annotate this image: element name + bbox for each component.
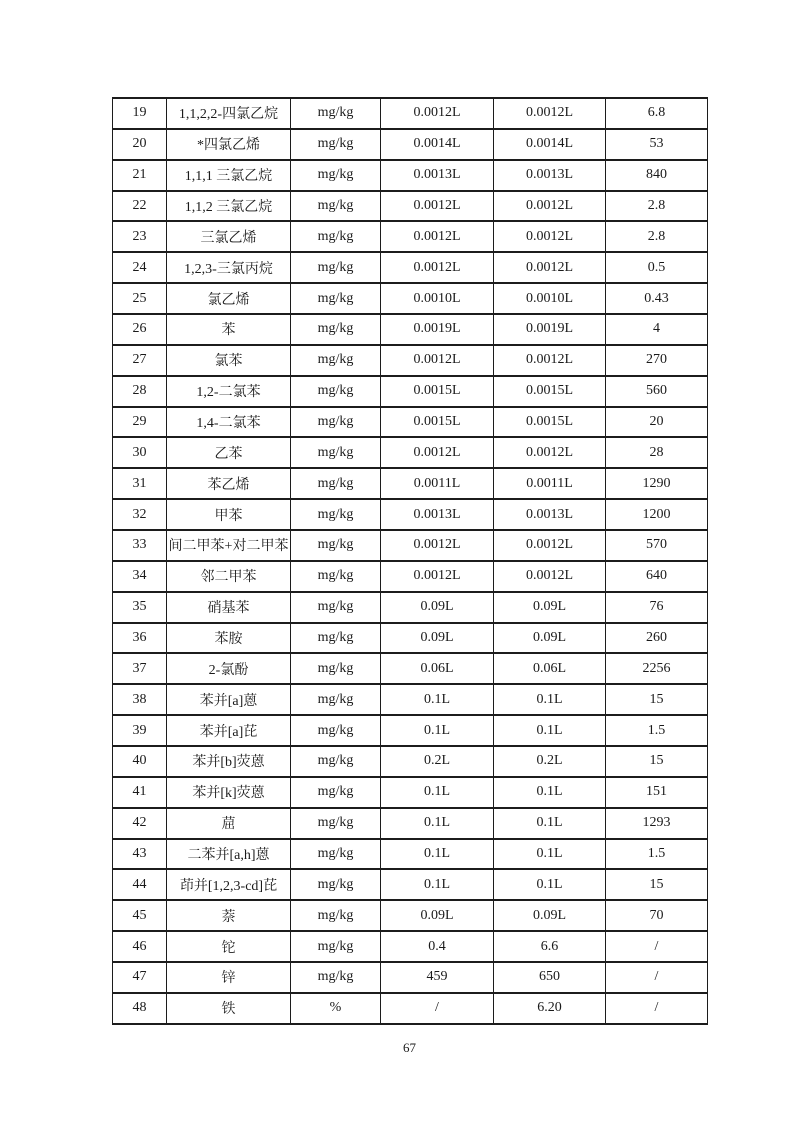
cell-result-1: 459 — [381, 962, 494, 993]
cell-unit: mg/kg — [291, 623, 381, 654]
cell-limit-value: / — [606, 962, 708, 993]
cell-result-1: 0.4 — [381, 931, 494, 962]
cell-row-number: 45 — [113, 900, 167, 931]
table-row — [113, 191, 708, 222]
cell-analyte-name: 1,2,3-三氯丙烷 — [167, 252, 291, 283]
cell-analyte-name: 萘 — [167, 900, 291, 931]
cell-unit: mg/kg — [291, 746, 381, 777]
cell-analyte-name: 苯并[a]芘 — [167, 715, 291, 746]
cell-row-number: 38 — [113, 684, 167, 715]
cell-result-1: 0.2L — [381, 746, 494, 777]
cell-result-2: 6.20 — [494, 993, 606, 1024]
cell-result-1: 0.0012L — [381, 437, 494, 468]
cell-analyte-name: 三氯乙烯 — [167, 221, 291, 252]
cell-result-1: 0.09L — [381, 900, 494, 931]
cell-row-number: 35 — [113, 592, 167, 623]
cell-row-number: 25 — [113, 283, 167, 314]
cell-row-number: 19 — [113, 98, 167, 129]
cell-row-number: 47 — [113, 962, 167, 993]
cell-row-number: 26 — [113, 314, 167, 345]
cell-result-2: 0.09L — [494, 900, 606, 931]
cell-row-number: 21 — [113, 160, 167, 191]
cell-unit: mg/kg — [291, 931, 381, 962]
cell-result-2: 0.0010L — [494, 283, 606, 314]
cell-unit: mg/kg — [291, 468, 381, 499]
cell-unit: % — [291, 993, 381, 1024]
cell-limit-value: 640 — [606, 561, 708, 592]
cell-result-2: 0.0012L — [494, 345, 606, 376]
cell-row-number: 44 — [113, 869, 167, 900]
cell-analyte-name: 茚并[1,2,3-cd]芘 — [167, 869, 291, 900]
cell-unit: mg/kg — [291, 407, 381, 438]
cell-result-1: 0.0012L — [381, 191, 494, 222]
results-table — [112, 97, 708, 1025]
cell-row-number: 42 — [113, 808, 167, 839]
cell-analyte-name: 苯并[k]荧蒽 — [167, 777, 291, 808]
cell-limit-value: 560 — [606, 376, 708, 407]
cell-analyte-name: 1,4-二氯苯 — [167, 407, 291, 438]
cell-result-2: 0.0012L — [494, 437, 606, 468]
cell-analyte-name: 硝基苯 — [167, 592, 291, 623]
cell-limit-value: / — [606, 931, 708, 962]
cell-analyte-name: 锌 — [167, 962, 291, 993]
cell-row-number: 20 — [113, 129, 167, 160]
cell-result-2: 0.0012L — [494, 530, 606, 561]
cell-unit: mg/kg — [291, 129, 381, 160]
cell-result-1: 0.0013L — [381, 499, 494, 530]
cell-unit: mg/kg — [291, 499, 381, 530]
cell-limit-value: 1293 — [606, 808, 708, 839]
cell-limit-value: 70 — [606, 900, 708, 931]
cell-result-1: 0.0012L — [381, 98, 494, 129]
table-row — [113, 931, 708, 962]
cell-limit-value: 15 — [606, 746, 708, 777]
cell-unit: mg/kg — [291, 839, 381, 870]
cell-analyte-name: 苯 — [167, 314, 291, 345]
cell-limit-value: 270 — [606, 345, 708, 376]
cell-limit-value: 151 — [606, 777, 708, 808]
cell-analyte-name: 铊 — [167, 931, 291, 962]
cell-unit: mg/kg — [291, 191, 381, 222]
table-row — [113, 314, 708, 345]
cell-analyte-name: 铁 — [167, 993, 291, 1024]
cell-result-2: 0.0019L — [494, 314, 606, 345]
table-row — [113, 530, 708, 561]
cell-unit: mg/kg — [291, 221, 381, 252]
cell-result-1: / — [381, 993, 494, 1024]
cell-unit: mg/kg — [291, 314, 381, 345]
cell-result-1: 0.0010L — [381, 283, 494, 314]
cell-row-number: 39 — [113, 715, 167, 746]
cell-unit: mg/kg — [291, 376, 381, 407]
cell-unit: mg/kg — [291, 252, 381, 283]
table-row — [113, 407, 708, 438]
cell-limit-value: 53 — [606, 129, 708, 160]
cell-row-number: 31 — [113, 468, 167, 499]
cell-limit-value: 1.5 — [606, 715, 708, 746]
cell-row-number: 22 — [113, 191, 167, 222]
cell-analyte-name: 1,1,1 三氯乙烷 — [167, 160, 291, 191]
cell-result-1: 0.0012L — [381, 561, 494, 592]
cell-limit-value: 0.43 — [606, 283, 708, 314]
cell-analyte-name: 乙苯 — [167, 437, 291, 468]
cell-row-number: 40 — [113, 746, 167, 777]
cell-limit-value: 570 — [606, 530, 708, 561]
cell-row-number: 36 — [113, 623, 167, 654]
cell-result-2: 0.09L — [494, 592, 606, 623]
cell-row-number: 24 — [113, 252, 167, 283]
cell-result-1: 0.0013L — [381, 160, 494, 191]
cell-limit-value: 20 — [606, 407, 708, 438]
cell-result-1: 0.0015L — [381, 376, 494, 407]
table-row — [113, 221, 708, 252]
cell-result-2: 0.09L — [494, 623, 606, 654]
cell-result-2: 0.1L — [494, 777, 606, 808]
cell-result-2: 0.0015L — [494, 407, 606, 438]
cell-result-1: 0.0014L — [381, 129, 494, 160]
cell-limit-value: 2256 — [606, 653, 708, 684]
cell-result-1: 0.0015L — [381, 407, 494, 438]
cell-limit-value: 840 — [606, 160, 708, 191]
cell-analyte-name: 间二甲苯+对二甲苯 — [167, 530, 291, 561]
cell-row-number: 37 — [113, 653, 167, 684]
cell-analyte-name: 1,1,2 三氯乙烷 — [167, 191, 291, 222]
cell-result-1: 0.1L — [381, 869, 494, 900]
table-row — [113, 623, 708, 654]
cell-unit: mg/kg — [291, 715, 381, 746]
cell-row-number: 27 — [113, 345, 167, 376]
cell-result-2: 0.0011L — [494, 468, 606, 499]
cell-row-number: 33 — [113, 530, 167, 561]
cell-result-2: 0.1L — [494, 869, 606, 900]
cell-result-2: 0.06L — [494, 653, 606, 684]
cell-result-1: 0.1L — [381, 808, 494, 839]
cell-row-number: 41 — [113, 777, 167, 808]
cell-result-2: 0.0012L — [494, 221, 606, 252]
table-row — [113, 777, 708, 808]
cell-unit: mg/kg — [291, 900, 381, 931]
cell-analyte-name: 苯乙烯 — [167, 468, 291, 499]
cell-analyte-name: 苯胺 — [167, 623, 291, 654]
cell-unit: mg/kg — [291, 98, 381, 129]
cell-row-number: 34 — [113, 561, 167, 592]
cell-analyte-name: 氯苯 — [167, 345, 291, 376]
table-row — [113, 715, 708, 746]
cell-unit: mg/kg — [291, 283, 381, 314]
cell-row-number: 43 — [113, 839, 167, 870]
cell-row-number: 28 — [113, 376, 167, 407]
cell-analyte-name: *四氯乙烯 — [167, 129, 291, 160]
table-row — [113, 252, 708, 283]
cell-row-number: 48 — [113, 993, 167, 1024]
cell-unit: mg/kg — [291, 345, 381, 376]
cell-result-2: 0.1L — [494, 808, 606, 839]
table-row — [113, 900, 708, 931]
cell-unit: mg/kg — [291, 530, 381, 561]
cell-result-2: 0.2L — [494, 746, 606, 777]
results-table-body — [113, 98, 708, 1024]
table-row — [113, 869, 708, 900]
cell-result-2: 0.1L — [494, 715, 606, 746]
cell-limit-value: 2.8 — [606, 191, 708, 222]
cell-row-number: 29 — [113, 407, 167, 438]
cell-limit-value: 1290 — [606, 468, 708, 499]
cell-result-2: 0.0012L — [494, 561, 606, 592]
table-row — [113, 684, 708, 715]
cell-result-2: 0.1L — [494, 684, 606, 715]
cell-unit: mg/kg — [291, 684, 381, 715]
cell-result-2: 0.0015L — [494, 376, 606, 407]
table-row — [113, 345, 708, 376]
cell-result-2: 0.0013L — [494, 160, 606, 191]
cell-result-1: 0.0012L — [381, 530, 494, 561]
cell-result-1: 0.0012L — [381, 221, 494, 252]
cell-result-1: 0.0011L — [381, 468, 494, 499]
cell-unit: mg/kg — [291, 592, 381, 623]
table-row — [113, 160, 708, 191]
table-row — [113, 746, 708, 777]
cell-result-2: 0.0012L — [494, 98, 606, 129]
cell-result-2: 0.0014L — [494, 129, 606, 160]
cell-analyte-name: 2-氯酚 — [167, 653, 291, 684]
cell-analyte-name: 苯并[b]荧蒽 — [167, 746, 291, 777]
cell-result-2: 6.6 — [494, 931, 606, 962]
table-row — [113, 283, 708, 314]
cell-analyte-name: 1,1,2,2-四氯乙烷 — [167, 98, 291, 129]
cell-limit-value: 15 — [606, 684, 708, 715]
cell-unit: mg/kg — [291, 808, 381, 839]
cell-result-2: 0.0013L — [494, 499, 606, 530]
cell-result-1: 0.1L — [381, 684, 494, 715]
table-row — [113, 592, 708, 623]
cell-row-number: 32 — [113, 499, 167, 530]
cell-result-1: 0.09L — [381, 623, 494, 654]
cell-row-number: 23 — [113, 221, 167, 252]
cell-result-1: 0.1L — [381, 715, 494, 746]
cell-analyte-name: 邻二甲苯 — [167, 561, 291, 592]
cell-result-1: 0.1L — [381, 839, 494, 870]
table-row — [113, 129, 708, 160]
table-row — [113, 376, 708, 407]
table-row — [113, 98, 708, 129]
cell-result-1: 0.0012L — [381, 345, 494, 376]
table-row — [113, 561, 708, 592]
cell-analyte-name: 苯并[a]蒽 — [167, 684, 291, 715]
cell-result-1: 0.0019L — [381, 314, 494, 345]
cell-limit-value: 76 — [606, 592, 708, 623]
cell-unit: mg/kg — [291, 160, 381, 191]
cell-unit: mg/kg — [291, 653, 381, 684]
cell-analyte-name: 䓛 — [167, 808, 291, 839]
cell-analyte-name: 甲苯 — [167, 499, 291, 530]
table-row — [113, 437, 708, 468]
cell-result-1: 0.0012L — [381, 252, 494, 283]
table-row — [113, 962, 708, 993]
cell-limit-value: 260 — [606, 623, 708, 654]
cell-unit: mg/kg — [291, 869, 381, 900]
cell-limit-value: 0.5 — [606, 252, 708, 283]
cell-limit-value: 4 — [606, 314, 708, 345]
cell-limit-value: 15 — [606, 869, 708, 900]
cell-analyte-name: 1,2-二氯苯 — [167, 376, 291, 407]
cell-unit: mg/kg — [291, 777, 381, 808]
cell-limit-value: 6.8 — [606, 98, 708, 129]
cell-result-2: 0.0012L — [494, 252, 606, 283]
cell-limit-value: 1.5 — [606, 839, 708, 870]
cell-analyte-name: 二苯并[a,h]蒽 — [167, 839, 291, 870]
cell-result-1: 0.06L — [381, 653, 494, 684]
cell-unit: mg/kg — [291, 561, 381, 592]
cell-limit-value: 2.8 — [606, 221, 708, 252]
cell-row-number: 46 — [113, 931, 167, 962]
table-row — [113, 499, 708, 530]
cell-limit-value: 28 — [606, 437, 708, 468]
cell-row-number: 30 — [113, 437, 167, 468]
table-row — [113, 839, 708, 870]
cell-analyte-name: 氯乙烯 — [167, 283, 291, 314]
cell-result-2: 650 — [494, 962, 606, 993]
cell-result-1: 0.1L — [381, 777, 494, 808]
cell-unit: mg/kg — [291, 962, 381, 993]
table-row — [113, 993, 708, 1024]
cell-limit-value: / — [606, 993, 708, 1024]
table-row — [113, 808, 708, 839]
cell-limit-value: 1200 — [606, 499, 708, 530]
cell-result-2: 0.0012L — [494, 191, 606, 222]
page-number: 67 — [403, 1040, 416, 1055]
table-row — [113, 653, 708, 684]
cell-result-2: 0.1L — [494, 839, 606, 870]
cell-unit: mg/kg — [291, 437, 381, 468]
cell-result-1: 0.09L — [381, 592, 494, 623]
table-row — [113, 468, 708, 499]
